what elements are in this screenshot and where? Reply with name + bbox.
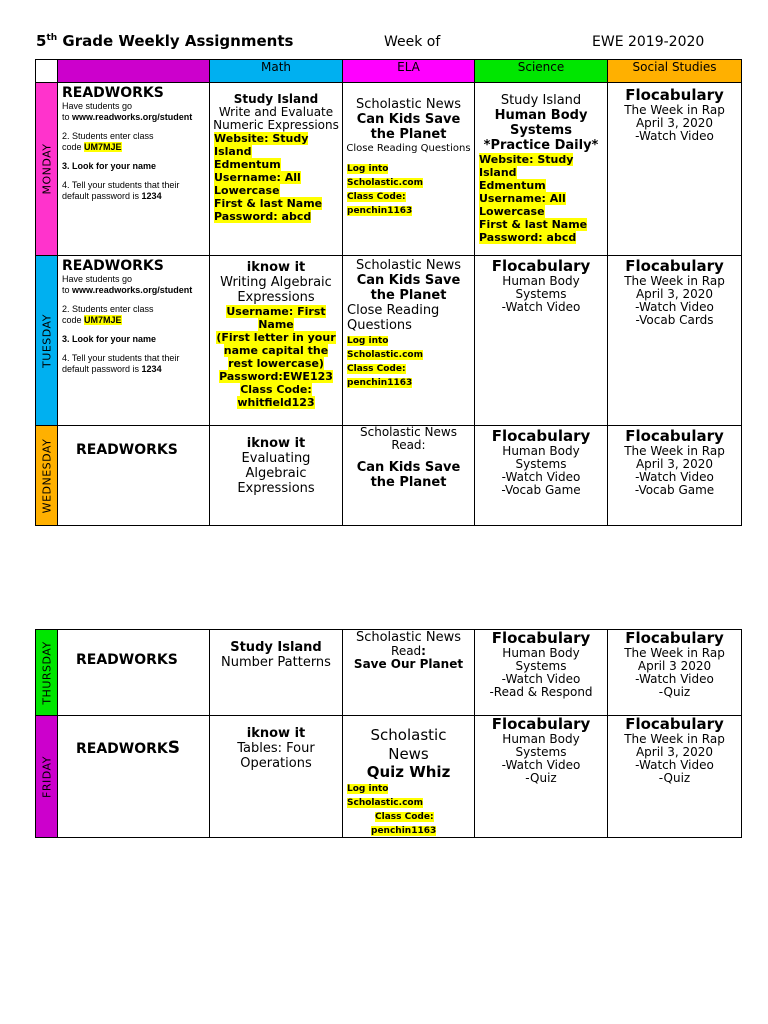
math-line: Write and Evaluate <box>218 105 334 119</box>
wednesday-label: WEDNESDAY <box>36 426 58 526</box>
monday-readworks <box>58 83 210 256</box>
science-header: Science <box>475 60 608 83</box>
science-line: -Watch Video <box>501 300 581 314</box>
login-info: First & last Name <box>479 218 588 231</box>
login-info: penchin1163 <box>371 826 437 836</box>
wednesday-row <box>36 426 742 526</box>
login-info: Class Code: <box>347 364 406 374</box>
thursday-label: THURSDAY <box>36 630 58 716</box>
social-line: The Week in Rap <box>624 103 725 117</box>
ela-line: Quiz Whiz <box>366 763 451 781</box>
login-info: Class Code: <box>375 812 434 822</box>
social-line: -Vocab Game <box>634 483 715 497</box>
school-year-label: EWE 2019-2020 <box>592 34 705 50</box>
social-line: -Quiz <box>658 685 691 699</box>
login-info: Class Code: <box>347 192 406 202</box>
social-line: -Vocab Cards <box>635 313 714 327</box>
login-info: Name <box>258 318 294 331</box>
corner-cell <box>36 60 58 83</box>
login-info: Edmentum <box>479 179 546 192</box>
login-info: Scholastic.com <box>347 178 423 188</box>
monday-ela <box>343 83 475 256</box>
social-line: -Quiz <box>658 771 691 785</box>
math-line: Algebraic <box>245 466 307 481</box>
social-studies-header: Social Studies <box>608 60 742 83</box>
monday-row <box>36 83 742 256</box>
schedule-table-bottom <box>35 629 742 838</box>
science-line: -Watch Video <box>501 672 581 686</box>
login-info: Island <box>479 166 517 179</box>
science-line: -Watch Video <box>501 470 581 484</box>
social-line: April 3 2020 <box>637 659 712 673</box>
schedule-table-top <box>35 59 742 526</box>
math-line: Writing Algebraic <box>220 275 332 290</box>
science-line: *Practice Daily* <box>483 138 599 153</box>
header-row <box>36 60 742 83</box>
login-info: Class Code: <box>240 383 312 396</box>
math-title: iknow it <box>246 726 306 741</box>
week-of-label: Week of <box>384 34 441 50</box>
login-info: Username: First <box>226 305 326 318</box>
science-line: -Quiz <box>525 771 557 785</box>
rw-line: to www.readworks.org/student <box>62 285 193 295</box>
monday-social <box>608 83 742 256</box>
social-line: -Watch Video <box>635 300 714 314</box>
rw-line: Have students go <box>62 101 133 111</box>
login-info: Scholastic.com <box>347 350 423 360</box>
math-line: Tables: Four <box>237 741 315 756</box>
science-line: Study Island <box>500 93 582 108</box>
ela-line: Can Kids Save <box>356 112 461 127</box>
math-line: Numeric Expressions <box>213 118 339 132</box>
ela-line: News <box>388 745 429 763</box>
science-line: Human Body <box>502 274 580 288</box>
rw-line: 4. Tell your students that their <box>62 180 180 190</box>
ela-line: Questions <box>347 318 412 333</box>
login-info: Log into <box>347 164 389 174</box>
math-header: Math <box>210 60 343 83</box>
ela-header: ELA <box>343 60 475 83</box>
ela-line: Scholastic <box>370 726 447 744</box>
social-line: -Watch Video <box>635 470 714 484</box>
readworks-title: READWORKS <box>62 258 164 274</box>
math-line: Evaluating <box>241 451 311 466</box>
social-line: The Week in Rap <box>624 646 725 660</box>
math-title: iknow it <box>246 436 306 451</box>
tuesday-science <box>475 256 608 426</box>
thursday-readworks <box>58 630 210 716</box>
login-info: name capital the <box>223 344 329 357</box>
ela-line: Scholastic News <box>355 258 462 273</box>
rw-line: code UM7MJE <box>62 315 122 325</box>
science-title: Flocabulary <box>491 629 591 647</box>
rw-line: default password is 1234 <box>62 191 162 201</box>
login-info: Password:EWE123 <box>219 370 333 383</box>
science-line: Human Body <box>502 444 580 458</box>
science-title: Flocabulary <box>491 715 591 733</box>
login-info: Island <box>214 145 252 158</box>
rw-line: default password is 1234 <box>62 364 162 374</box>
social-title: Flocabulary <box>625 86 724 104</box>
readworks-title: READWORKS <box>76 738 181 758</box>
social-line: The Week in Rap <box>624 274 725 288</box>
rw-line: 2. Students enter class <box>62 304 154 314</box>
friday-label: FRIDAY <box>36 716 58 838</box>
ela-line: Save Our Planet <box>353 657 464 671</box>
thursday-science <box>475 630 608 716</box>
readworks-title: READWORKS <box>62 85 164 101</box>
tuesday-label: TUESDAY <box>36 256 58 426</box>
login-info: penchin1163 <box>347 206 413 216</box>
science-line: Human Body <box>494 108 588 123</box>
science-line: -Read & Respond <box>489 685 593 699</box>
wednesday-readworks <box>58 426 210 526</box>
login-info: Log into <box>347 336 389 346</box>
science-title: Flocabulary <box>491 257 591 275</box>
social-line: The Week in Rap <box>624 732 725 746</box>
science-title: Flocabulary <box>491 427 591 445</box>
social-line: April 3, 2020 <box>635 116 714 130</box>
science-line: -Vocab Game <box>501 483 581 497</box>
math-line: Expressions <box>237 481 315 496</box>
science-line: Systems <box>515 745 567 759</box>
social-title: Flocabulary <box>625 427 724 445</box>
friday-math <box>210 716 343 838</box>
thursday-math <box>210 630 343 716</box>
ela-line: Scholastic News <box>360 425 457 439</box>
science-line: Systems <box>515 287 567 301</box>
social-title: Flocabulary <box>625 257 724 275</box>
ela-line: Read: <box>391 438 426 452</box>
login-info: Website: Study <box>479 153 574 166</box>
math-title: Study Island <box>230 640 322 655</box>
friday-social <box>608 716 742 838</box>
social-line: -Watch Video <box>635 129 714 143</box>
tuesday-math <box>210 256 343 426</box>
rw-line: 4. Tell your students that their <box>62 353 180 363</box>
login-info: whitfield123 <box>237 396 315 409</box>
login-info: penchin1163 <box>347 378 413 388</box>
friday-science <box>475 716 608 838</box>
login-info: Edmentum <box>214 158 281 171</box>
ela-line: Close Reading Questions <box>346 143 471 154</box>
thursday-row <box>36 630 742 716</box>
social-title: Flocabulary <box>625 629 724 647</box>
wednesday-social <box>608 426 742 526</box>
tuesday-social <box>608 256 742 426</box>
social-line: -Watch Video <box>635 672 714 686</box>
social-line: The Week in Rap <box>624 444 725 458</box>
rw-line: 3. Look for your name <box>62 334 157 344</box>
login-info: Username: All <box>214 171 301 184</box>
login-info: Username: All <box>479 192 566 205</box>
monday-math <box>210 83 343 256</box>
science-line: Systems <box>510 123 572 138</box>
login-info: Scholastic.com <box>347 798 423 808</box>
rw-line: Have students go <box>62 274 133 284</box>
monday-science <box>475 83 608 256</box>
tuesday-readworks <box>58 256 210 426</box>
ela-line: Scholastic News <box>355 97 462 112</box>
social-line: April 3, 2020 <box>635 745 714 759</box>
math-line: Expressions <box>237 290 315 305</box>
login-info: (First letter in your <box>216 331 336 344</box>
friday-row <box>36 716 742 838</box>
science-line: Human Body <box>502 732 580 746</box>
monday-label: MONDAY <box>36 83 58 256</box>
login-info: Website: Study <box>214 132 309 145</box>
page-header <box>36 32 736 56</box>
login-info: Lowercase <box>479 205 545 218</box>
thursday-social <box>608 630 742 716</box>
math-title: iknow it <box>246 260 306 275</box>
readworks-title: READWORKS <box>76 652 178 668</box>
tuesday-row <box>36 256 742 426</box>
ela-line: the Planet <box>370 127 447 142</box>
science-line: Systems <box>515 457 567 471</box>
login-info: rest lowercase) <box>228 357 324 370</box>
page-title: 5th Grade Weekly Assignments <box>36 32 294 50</box>
ela-line: Read: <box>391 644 426 658</box>
login-info: Lowercase <box>214 184 280 197</box>
friday-readworks <box>58 716 210 838</box>
rw-line: to www.readworks.org/student <box>62 112 193 122</box>
login-info: Password: abcd <box>479 231 577 244</box>
login-info: Log into <box>347 784 389 794</box>
math-line: Number Patterns <box>221 655 331 670</box>
wednesday-ela <box>343 426 475 526</box>
social-title: Flocabulary <box>625 715 724 733</box>
readworks-title: READWORKS <box>76 442 178 458</box>
rw-line: 3. Look for your name <box>62 161 157 171</box>
ela-line: Can Kids Save <box>356 460 461 475</box>
social-line: April 3, 2020 <box>635 457 714 471</box>
science-line: Systems <box>515 659 567 673</box>
login-info: Password: abcd <box>214 210 312 223</box>
ela-line: the Planet <box>370 288 447 303</box>
science-line: Human Body <box>502 646 580 660</box>
math-title: Study Island <box>233 92 319 106</box>
ela-line: Scholastic News <box>355 630 462 645</box>
ela-line: the Planet <box>370 475 447 490</box>
login-info: First & last Name <box>214 197 323 210</box>
social-line: April 3, 2020 <box>635 287 714 301</box>
tuesday-ela <box>343 256 475 426</box>
wednesday-science <box>475 426 608 526</box>
readworks-header-cell <box>58 60 210 83</box>
rw-line: code UM7MJE <box>62 142 122 152</box>
ela-line: Can Kids Save <box>356 273 461 288</box>
friday-ela <box>343 716 475 838</box>
thursday-ela <box>343 630 475 716</box>
science-line: -Watch Video <box>501 758 581 772</box>
rw-line: 2. Students enter class <box>62 131 154 141</box>
ela-line: Close Reading <box>347 303 440 318</box>
wednesday-math <box>210 426 343 526</box>
math-line: Operations <box>240 756 312 771</box>
social-line: -Watch Video <box>635 758 714 772</box>
